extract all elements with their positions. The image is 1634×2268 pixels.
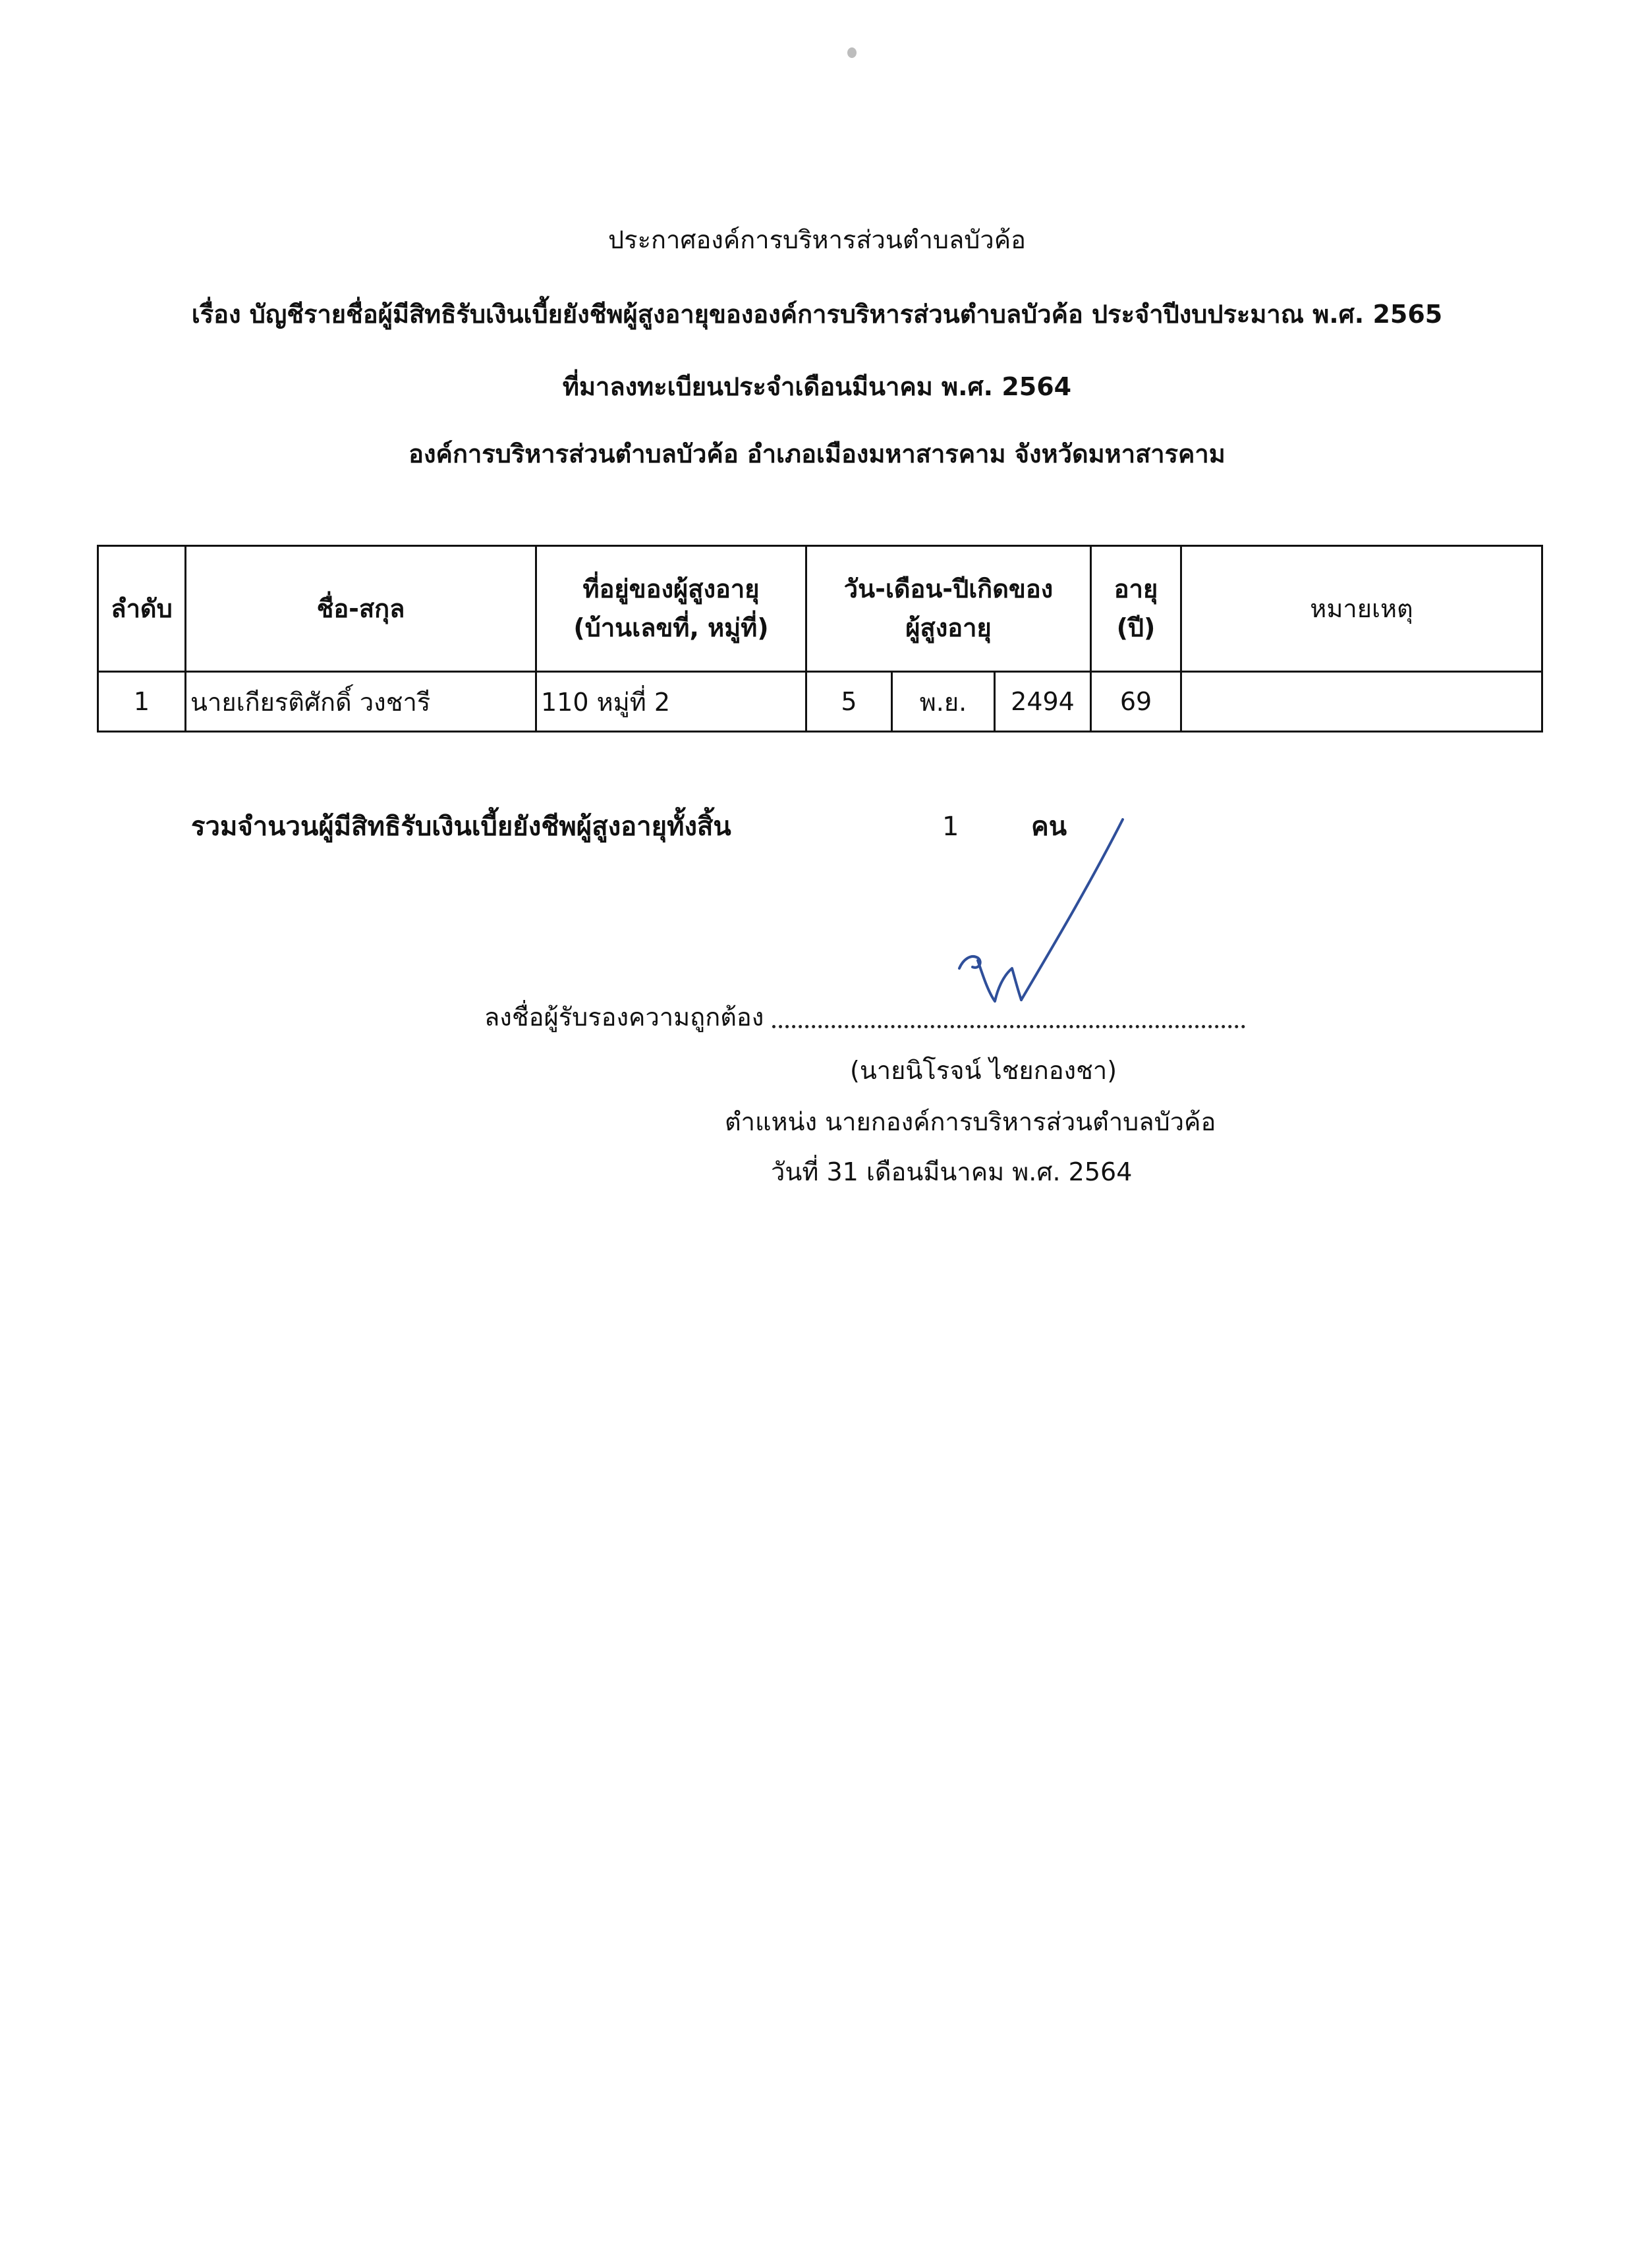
table-header-row <box>98 546 1542 672</box>
registration-period: ที่มาลงทะเบียนประจำเดือนมีนาคม พ.ศ. 2564 <box>562 372 1072 401</box>
scan-speck <box>847 47 857 58</box>
organization-location: องค์การบริหารส่วนตำบลบัวค้อ อำเภอเมืองมหาสารคาม จังหวัดมหาสารคาม <box>408 439 1226 468</box>
header-address: ที่อยู่ของผู้สูงอายุ (บ้านเลขที่, หมู่ที่) <box>536 546 806 672</box>
cell-remark <box>1181 672 1542 732</box>
cell-address: 110 หมู่ที่ 2 <box>536 672 806 732</box>
header-remark: หมายเหตุ <box>1181 546 1542 672</box>
table-row <box>98 672 1542 732</box>
beneficiary-table <box>97 545 1543 733</box>
header-age: อายุ (ปี) <box>1091 546 1181 672</box>
signature-dotted-line <box>772 1025 1245 1028</box>
cell-age: 69 <box>1091 672 1181 732</box>
signature-date: วันที่ 31 เดือนมีนาคม พ.ศ. 2564 <box>771 1157 1133 1186</box>
cell-no: 1 <box>98 672 186 732</box>
total-label: รวมจำนวนผู้มีสิทธิรับเงินเบี้ยยังชีพผู้สูงอายุทั้งสิ้น <box>191 812 731 842</box>
handwritten-signature <box>949 804 1146 1028</box>
cell-name: นายเกียรติศักดิ์ วงชารี <box>186 672 536 732</box>
cell-birth-day: 5 <box>806 672 892 732</box>
announcement-subject: เรื่อง บัญชีรายชื่อผู้มีสิทธิรับเงินเบี้ยยังชีพผู้สูงอายุขององค์การบริหารส่วนตำบลบัวค้อ ประจำปีงบประมาณ พ.ศ. 2565 <box>191 300 1443 329</box>
signer-position: ตำแหน่ง นายกองค์การบริหารส่วนตำบลบัวค้อ <box>725 1107 1216 1136</box>
total-count: 1 <box>942 812 959 842</box>
header-birthdate: วัน-เดือน-ปีเกิดของ ผู้สูงอายุ <box>806 546 1091 672</box>
cell-birth-month: พ.ย. <box>892 672 995 732</box>
header-name: ชื่อ-สกุล <box>186 546 536 672</box>
announcement-title: ประกาศองค์การบริหารส่วนตำบลบัวค้อ <box>608 225 1026 254</box>
cell-birth-year: 2494 <box>995 672 1091 732</box>
header-no: ลำดับ <box>98 546 186 672</box>
certification-label: ลงชื่อผู้รับรองความถูกต้อง <box>484 1003 764 1032</box>
signer-name: (นายนิโรจน์ ไชยกองชา) <box>850 1056 1117 1085</box>
total-unit: คน <box>1031 812 1067 842</box>
